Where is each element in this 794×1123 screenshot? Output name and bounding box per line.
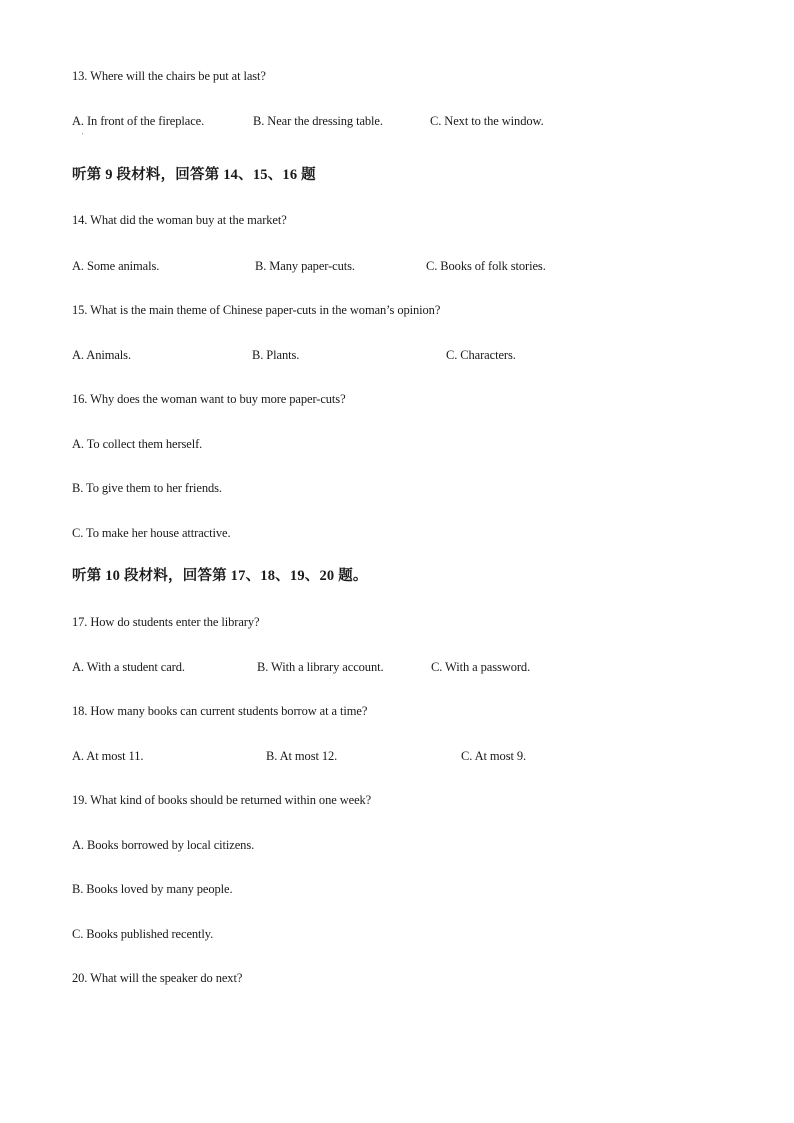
question-17-option-b: B. With a library account. [257, 660, 384, 674]
question-14-option-b: B. Many paper-cuts. [255, 259, 355, 273]
question-13-option-b: B. Near the dressing table. [253, 114, 383, 128]
question-16-stem: 16. Why does the woman want to buy more paper-cuts? [72, 392, 346, 406]
question-16-option-b: B. To give them to her friends. [72, 481, 222, 495]
question-15-option-b: B. Plants. [252, 348, 300, 362]
question-15-stem: 15. What is the main theme of Chinese paper-cuts in the woman’s opinion? [72, 303, 441, 317]
question-13-stem: 13. Where will the chairs be put at last? [72, 69, 266, 83]
question-13-option-c: C. Next to the window. [430, 114, 544, 128]
question-20-stem: 20. What will the speaker do next? [72, 971, 243, 985]
stray-mark: ' [82, 133, 84, 139]
question-19-stem: 19. What kind of books should be returned within one week? [72, 793, 372, 807]
section-10-heading: 听第 10 段材料，回答第 17、18、19、20 题。 [72, 568, 368, 584]
question-14-option-a: A. Some animals. [72, 259, 160, 273]
question-17-option-a: A. With a student card. [72, 660, 185, 674]
question-17-stem: 17. How do students enter the library? [72, 615, 260, 629]
section-9-heading: 听第 9 段材料，回答第 14、15、16 题 [72, 167, 316, 183]
question-19-option-a: A. Books borrowed by local citizens. [72, 838, 255, 852]
question-15-option-c: C. Characters. [446, 348, 516, 362]
question-16-option-a: A. To collect them herself. [72, 437, 203, 451]
question-19-option-c: C. Books published recently. [72, 927, 214, 941]
question-17-option-c: C. With a password. [431, 660, 531, 674]
question-18-stem: 18. How many books can current students borrow at a time? [72, 704, 368, 718]
question-14-stem: 14. What did the woman buy at the market? [72, 213, 287, 227]
question-18-option-b: B. At most 12. [266, 749, 338, 763]
question-15-option-a: A. Animals. [72, 348, 131, 362]
question-16-option-c: C. To make her house attractive. [72, 526, 231, 540]
question-18-option-c: C. At most 9. [461, 749, 527, 763]
question-14-option-c: C. Books of folk stories. [426, 259, 546, 273]
question-13-option-a: A. In front of the fireplace. [72, 114, 205, 128]
question-19-option-b: B. Books loved by many people. [72, 882, 233, 896]
question-18-option-a: A. At most 11. [72, 749, 144, 763]
